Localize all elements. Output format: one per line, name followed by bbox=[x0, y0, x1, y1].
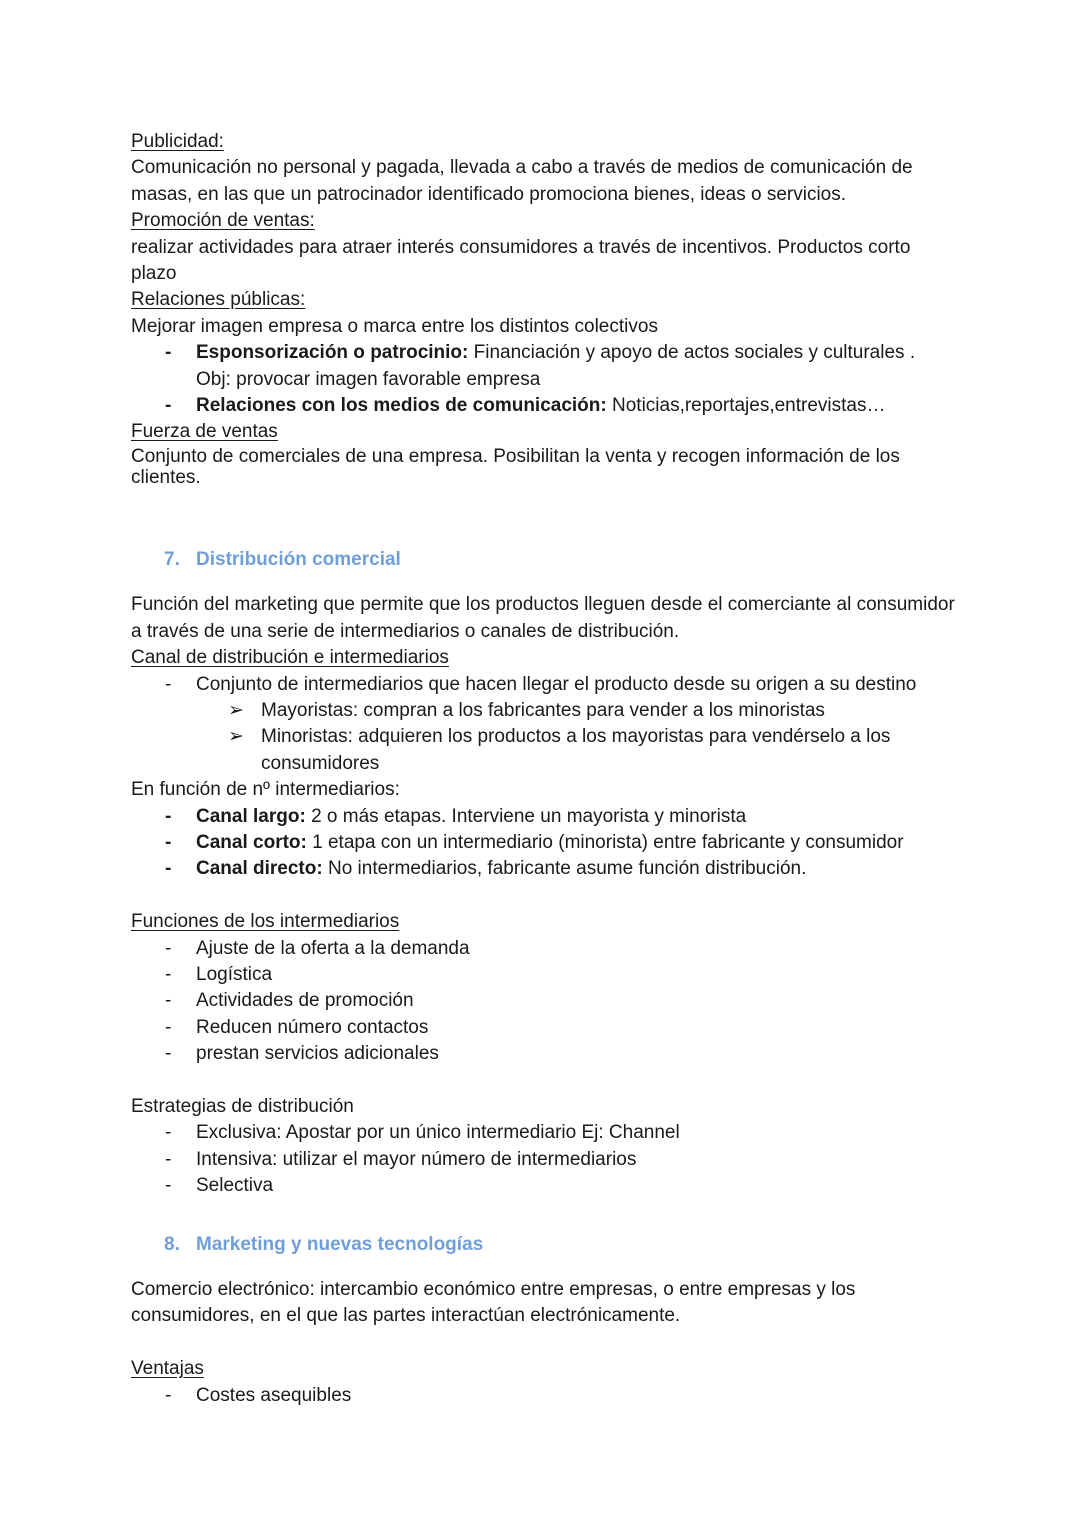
heading-ventajas: Ventajas bbox=[131, 1358, 204, 1380]
list-item bbox=[131, 830, 961, 856]
intermediarios-sublist bbox=[131, 698, 961, 777]
list-item: - Reducen número contactos bbox=[131, 1015, 961, 1041]
list-item: - Exclusiva: Apostar por un único intermediario Ej: Channel bbox=[131, 1120, 961, 1146]
list-item bbox=[131, 724, 961, 777]
text-comercio-electronico: Comercio electrónico: intercambio económico entre empresas, o entre empresas y los consumidores, en el que las partes interactúan electrónicamente. bbox=[131, 1279, 856, 1327]
item-bold: Esponsorización o patrocinio: bbox=[196, 342, 469, 364]
text-distribucion: Función del marketing que permite que los productos lleguen desde el comerciante al consumidor a través de una serie de intermediarios o canales de distribución. bbox=[131, 594, 955, 642]
list-item: - Ajuste de la oferta a la demanda bbox=[131, 936, 961, 962]
section-title: Distribución comercial bbox=[196, 548, 401, 570]
list-item bbox=[131, 340, 961, 393]
item-text: Financiación y apoyo de actos sociales y culturales . Obj: provocar imagen favorable empresa bbox=[196, 342, 916, 390]
section-7-heading bbox=[164, 547, 961, 573]
section-number: 8. bbox=[164, 1233, 180, 1255]
section-title: Marketing y nuevas tecnologías bbox=[196, 1233, 484, 1255]
text-relaciones: Mejorar imagen empresa o marca entre los distintos colectivos bbox=[131, 315, 658, 337]
item-text: 1 etapa con un intermediario (minorista) entre fabricante y consumidor bbox=[306, 831, 904, 853]
list-item bbox=[131, 856, 961, 882]
list-item: - Logística bbox=[131, 962, 961, 988]
heading-promocion: Promoción de ventas: bbox=[131, 210, 315, 232]
list-item bbox=[131, 698, 961, 724]
heading-publicidad: Publicidad: bbox=[131, 131, 224, 152]
list-item: - prestan servicios adicionales bbox=[131, 1041, 961, 1067]
list-item: - Costes asequibles bbox=[131, 1383, 961, 1409]
item-bold: Canal corto: bbox=[196, 831, 307, 853]
item-text: 2 o más etapas. Interviene un mayorista y minorista bbox=[305, 805, 747, 827]
relaciones-list bbox=[131, 340, 961, 419]
list-item bbox=[131, 393, 961, 419]
text-fuerza: Conjunto de comerciales de una empresa. Posibilitan la venta y recogen información de los clientes. bbox=[131, 445, 900, 488]
text-publicidad: Comunicación no personal y pagada, llevada a cabo a través de medios de comunicación de masas, en las que un patrocinador identificado promociona bienes, ideas o servicios. bbox=[131, 157, 913, 205]
item-text: Mayoristas: compran a los fabricantes para vender a los minoristas bbox=[261, 699, 825, 721]
item-bold: Relaciones con los medios de comunicación: bbox=[196, 395, 607, 417]
list-item bbox=[131, 804, 961, 830]
list-item: - Conjunto de intermediarios que hacen llegar el producto desde su origen a su destino bbox=[131, 672, 961, 698]
item-bold: Canal directo: bbox=[196, 858, 323, 880]
ventajas-list bbox=[131, 1383, 961, 1409]
canales-list bbox=[131, 804, 961, 883]
heading-fuerza: Fuerza de ventas bbox=[131, 421, 278, 443]
section-8-heading bbox=[164, 1232, 961, 1258]
item-text: Noticias,reportajes,entrevistas… bbox=[606, 395, 886, 417]
item-bold: Canal largo: bbox=[196, 805, 306, 827]
heading-estrategias: Estrategias de distribución bbox=[131, 1095, 354, 1117]
heading-canal: Canal de distribución e intermediarios bbox=[131, 647, 449, 669]
list-item: - Intensiva: utilizar el mayor número de intermediarios bbox=[131, 1147, 961, 1173]
funciones-list bbox=[131, 936, 961, 1068]
canal-list bbox=[131, 672, 961, 698]
section-number: 7. bbox=[164, 548, 180, 570]
estrategias-list bbox=[131, 1120, 961, 1199]
text-promocion: realizar actividades para atraer interés consumidores a través de incentivos. Productos corto plazo bbox=[131, 236, 911, 285]
arrow-bullet-icon: ➢ bbox=[228, 726, 244, 748]
heading-funciones: Funciones de los intermediarios bbox=[131, 911, 400, 933]
document-page bbox=[131, 129, 961, 1409]
arrow-bullet-icon: ➢ bbox=[228, 699, 244, 721]
item-text: No intermediarios, fabricante asume función distribución. bbox=[322, 858, 807, 880]
item-text: Minoristas: adquieren los productos a los mayoristas para vendérselo a los consumidores bbox=[261, 726, 891, 774]
list-item: - Actividades de promoción bbox=[131, 988, 961, 1014]
list-item: - Selectiva bbox=[131, 1173, 961, 1199]
heading-num-intermediarios: En función de nº intermediarios: bbox=[131, 779, 400, 801]
heading-relaciones: Relaciones públicas: bbox=[131, 289, 306, 311]
